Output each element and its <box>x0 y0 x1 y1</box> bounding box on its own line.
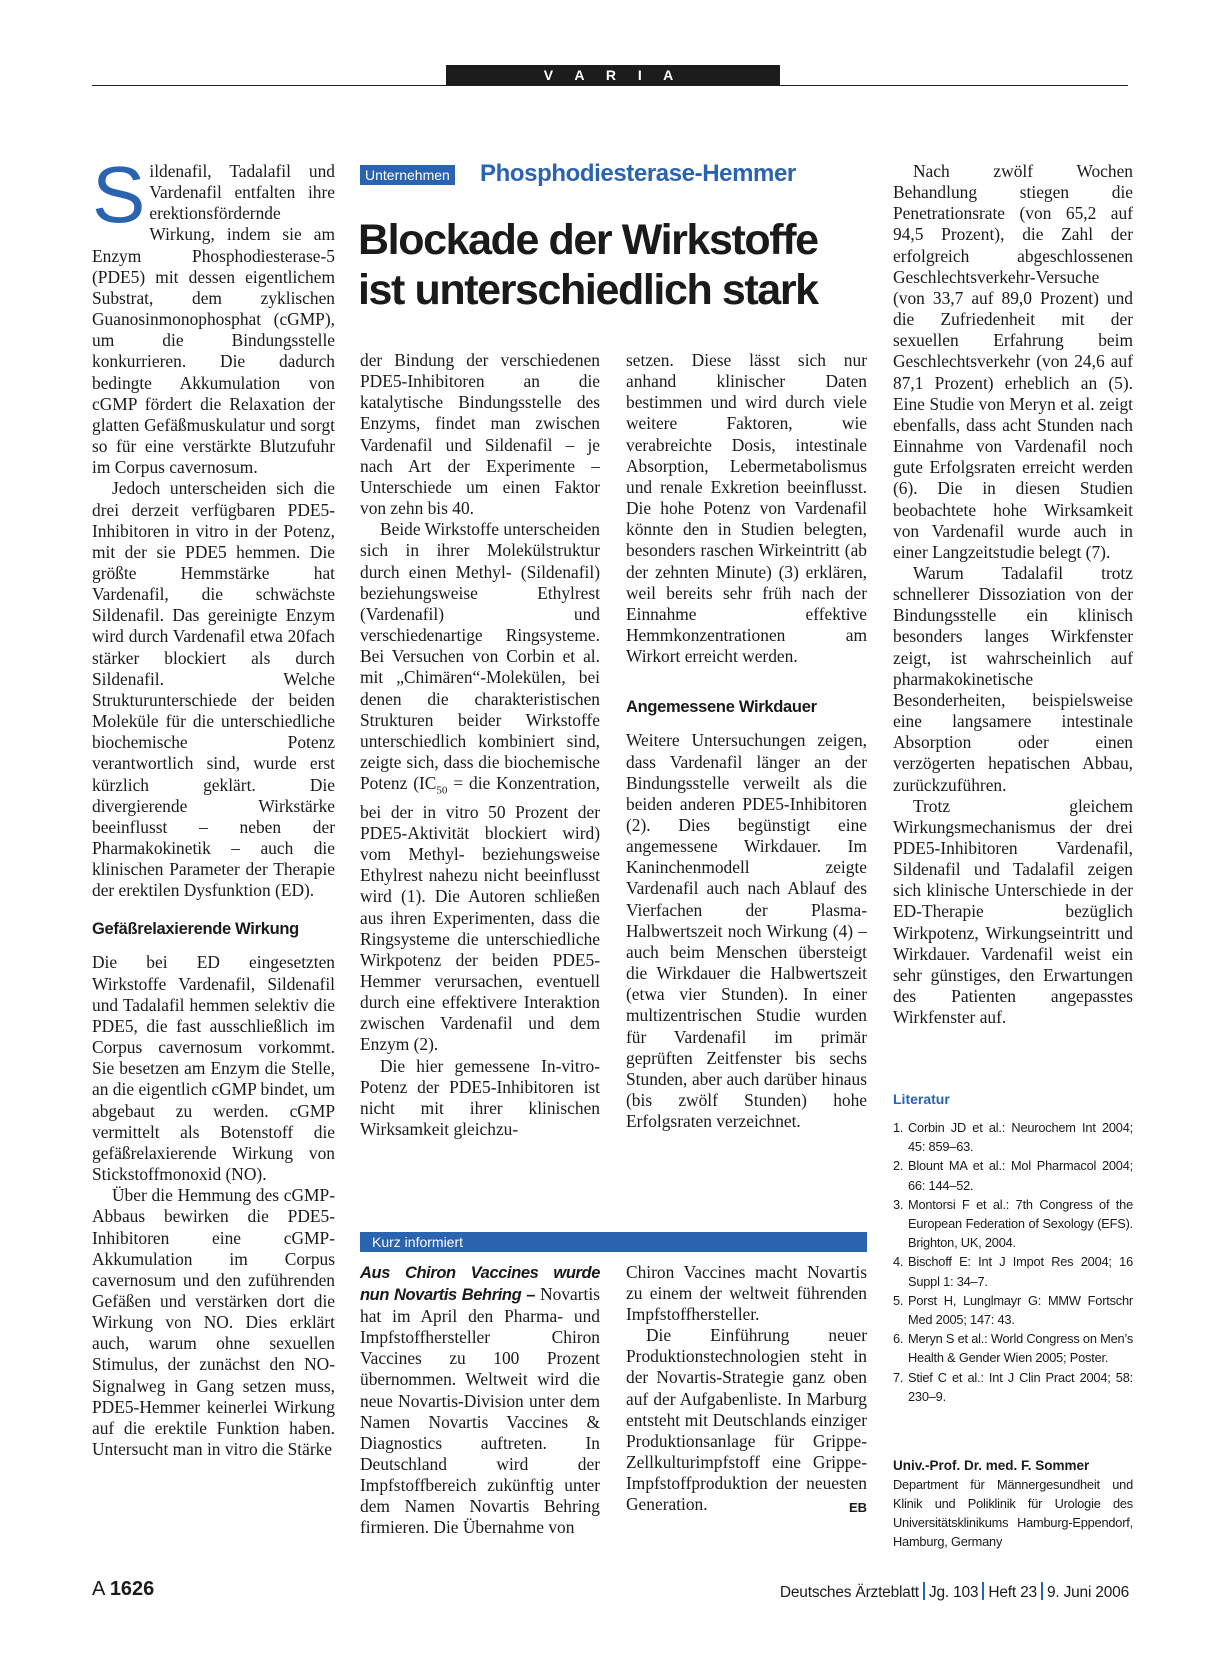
journal-name: Deutsches Ärzteblatt <box>779 1584 919 1601</box>
news-paragraph <box>360 1262 600 1538</box>
issue: Heft 23 <box>988 1584 1037 1601</box>
reference-number: 4. <box>893 1254 904 1270</box>
drop-cap: S <box>92 150 146 239</box>
reference-item <box>893 1368 1133 1406</box>
reference-text: Stief C et al.: Int J Clin Pract 2004; 58: 230–9. <box>908 1369 1133 1404</box>
reference-number: 7. <box>893 1369 904 1385</box>
author-affiliation: Department für Männergesundheit und Klinik und Poliklinik für Urologie des Universitätsklinikums Hamburg-Eppendorf, Hamburg, Germany <box>893 1477 1133 1549</box>
reference-text: Meryn S et al.: World Congress on Men’s Health & Gender Wien 2005; Poster. <box>908 1331 1134 1366</box>
literature-heading: Literatur <box>893 1091 950 1107</box>
article-column-1 <box>92 150 335 1460</box>
news-paragraph <box>626 1325 867 1515</box>
subheading-duration: Angemessene Wirkdauer <box>626 698 817 717</box>
footer-citation <box>780 1582 1129 1602</box>
reference-number: 2. <box>893 1158 904 1174</box>
subheading-vasorelaxation: Gefäßrelaxierende Wirkung <box>92 920 299 939</box>
reference-item <box>893 1118 1133 1156</box>
rubric-label: Unternehmen <box>360 165 455 185</box>
reference-text: Bischoff E: Int J Impot Res 2004; 16 Suppl 1: 34–7. <box>908 1254 1133 1289</box>
author-block <box>893 1456 1133 1551</box>
news-text: Die Einführung neuer Produktionstechnologien steht in der Novartis-Strategie ganz oben auf der Aufgabenliste. In Marburg entsteht mit Deutschlands einziger Produktionsanlage für Grippe-Zellkulturimpfstoff eine Grippe-Impfstoffproduktion der neuesten Generation. <box>626 1325 867 1515</box>
paragraph <box>360 519 600 1055</box>
reference-number: 6. <box>893 1331 904 1347</box>
article-column-3 <box>626 350 867 1132</box>
paragraph: setzen. Diese lässt sich nur anhand klinischer Daten bestimmen und wird durch viele weitere Faktoren, wie verabreichte Dosis, intestinale Absorption, Lebermetabolismus und renale Exkretion beeinflusst. Die hohe Potenz von Vardenafil könnte den in Studien belegten, besonders raschen Wirkeintritt (ab der zehnten Minute) (3) erklären, weil bereits sehr früh nach der Einnahme effektive Hemmkonzentrationen am Wirkort erreicht werden. <box>626 350 867 667</box>
text-run: Beide Wirkstoffe unterscheiden sich in ihrer Molekülstruktur durch einen Methyl- (Sildenafil) beziehungsweise Ethylrest (Vardenafil) und verschiedenartige Ringsysteme. Bei Versuchen von Corbin et al. mit „Chimären“-Molekülen, bei denen die charakteristischen Strukturen beider Wirkstoffe unterschiedlich kombiniert sind, zeigte sich, dass die biochemische Potenz (IC <box>360 519 600 794</box>
paragraph: Trotz gleichem Wirkungsmechanismus der drei PDE5-Inhibitoren Vardenafil, Sildenafil und Tadalafil zeigen sich klinische Unterschiede in der ED-Therapie bezüglich Wirkpotenz, Wirkungseintritt und Wirkdauer. Vardenafil weist ein sehr günstiges, den Erwartungen des Patienten angepasstes Wirkfenster auf. <box>893 795 1133 1028</box>
reference-item <box>893 1195 1133 1253</box>
volume: Jg. 103 <box>928 1584 979 1601</box>
headline: Blockade der Wirkstoffe ist unterschiedlich stark <box>358 216 818 314</box>
separator <box>923 1582 925 1600</box>
intro-text: ildenafil, Tadalafil und Vardenafil entfalten ihre erektionsfördernde Wirkung, indem sie am Enzym Phosphodiesterase-5 (PDE5) mit dessen eigentlichem Substrat, dem zyklischen Guanosinmonophosphat (cGMP), um die Bindungsstelle konkurrieren. Die dadurch bedingte Akkumulation von cGMP fördert die Relaxation der glatten Gefäßmuskulatur und sorgt so für eine verstärkte Blutzufuhr im Corpus cavernosum. <box>92 161 335 478</box>
separator <box>982 1582 984 1600</box>
author-initials: EB <box>848 1500 867 1516</box>
reference-text: Corbin JD et al.: Neurochem Int 2004; 45: 859–63. <box>908 1120 1133 1155</box>
page-number <box>92 1578 154 1601</box>
paragraph: Die hier gemessene In-vitro-Potenz der PDE5-Inhibitoren ist nicht mit ihrer klinischen Wirksamkeit gleichzu- <box>360 1055 600 1140</box>
paragraph: Jedoch unterscheiden sich die drei derzeit verfügbaren PDE5-Inhibitoren in vitro in der Potenz, mit der sie PDE5 hemmen. Die größte Hemmstärke hat Vardenafil, die schwächste Sildenafil. Das gereinigte Enzym wird durch Vardenafil etwa 20fach stärker blockiert als durch Sildenafil. Welche Strukturunterschiede der beiden Moleküle für die unterschiedliche biochemische Potenz verantwortlich sind, wurde erst kürzlich geklärt. Die divergierende Wirkstärke beeinflusst – neben der Pharmakokinetik – auch die klinischen Parameter der Therapie der erektilen Dysfunktion (ED). <box>92 478 335 901</box>
subscript: 50 <box>436 784 448 797</box>
paragraph: der Bindung der verschiedenen PDE5-Inhibitoren an die katalytische Bindungsstelle des Enzyms, findet man zwischen Vardenafil und Sildenafil – je nach Art der Experimente – Unterschiede um einen Faktor von zehn bis 40. <box>360 350 600 519</box>
page-num: 1626 <box>109 1578 155 1600</box>
reference-number: 3. <box>893 1196 904 1212</box>
reference-item <box>893 1329 1133 1367</box>
section-bar: V A R I A <box>446 65 780 86</box>
reference-number: 5. <box>893 1292 904 1308</box>
separator <box>1041 1582 1043 1600</box>
reference-text: Porst H, Lunglmayr G: MMW Fortschr Med 2005; 147: 43. <box>908 1292 1133 1328</box>
paragraph: Die bei ED eingesetzten Wirkstoffe Vardenafil, Sildenafil und Tadalafil hemmen selektiv die PDE5, die fast ausschließlich im Corpus cavernosum vorkommt. Sie besetzen am Enzym die Stelle, an die eigentlich cGMP bindet, um abgebaut zu werden. cGMP vermittelt als Botenstoff die gefäßrelaxierende Wirkung von Stickstoffmonoxid (NO). <box>92 952 335 1185</box>
author-name: Univ.-Prof. Dr. med. F. Sommer <box>893 1458 1090 1473</box>
news-column-2 <box>626 1262 867 1518</box>
literature-list <box>893 1118 1133 1406</box>
reference-item <box>893 1291 1133 1329</box>
reference-item <box>893 1252 1133 1290</box>
paragraph: Über die Hemmung des cGMP-Abbaus bewirken die PDE5-Inhibitoren eine cGMP-Akkumulation im Corpus cavernosum und den zuführenden Gefäßen und verstärken dort die Wirkung von NO. Dies erklärt auch, warum ohne sexuellen Stimulus, der zunächst den NO-Signalweg in Gang setzen muss, PDE5-Hemmer keinerlei Wirkung auf die erektile Funktion haben. Untersucht man in vitro die Stärke <box>92 1185 335 1460</box>
issue-date: 9. Juni 2006 <box>1046 1584 1129 1601</box>
article-column-4 <box>893 161 1133 1028</box>
paragraph: Weitere Untersuchungen zeigen, dass Vardenafil länger an der Bindungsstelle verweilt als die beiden anderen PDE5-Inhibitoren (2). Dies begünstigt eine angemessene Wirkdauer. Im Kaninchenmodell zeigte Vardenafil auch nach Ablauf des Vierfachen der Plasma-Halbwertszeit noch Wirkung (4) – auch beim Menschen übersteigt die Wirkdauer die Halbwertszeit (etwa vier Stunden). In einer multizentrischen Studie wurden für Vardenafil im primär geprüften Zeitfenster bis sechs Stunden, aber auch darüber hinaus (bis zwölf Stunden) hohe Erfolgsraten verzeichnet. <box>626 730 867 1132</box>
news-text: Novartis hat im April den Pharma- und Impfstoffhersteller Chiron Vaccines zu 100 Prozent übernommen. Weltweit wird die neue Novartis-Division unter dem Namen Novartis Vaccines & Diagnostics auftreten. In Deutschland wird der Impfstoffbereich zukünftig unter dem Namen Novartis Behring firmieren. Die Übernahme von <box>360 1284 600 1538</box>
reference-item <box>893 1156 1133 1194</box>
news-paragraph: Chiron Vaccines macht Novartis zu einem der weltweit führenden Impfstoffhersteller. <box>626 1262 867 1325</box>
intro-paragraph <box>92 150 335 478</box>
reference-text: Montorsi F et al.: 7th Congress of the European Federation of Sexology (EFS). Brighton, UK, 2004. <box>908 1196 1133 1251</box>
news-box-label: Kurz informiert <box>360 1232 867 1252</box>
edition-prefix: A <box>92 1578 105 1600</box>
text-run: = die Konzentration, bei der in vitro 50 Prozent der PDE5-Aktivität blockiert wird) vom Methyl- beziehungsweise Ethylrest nahezu nicht beeinflusst wird (1). Die Autoren schließen aus ihren Experimenten, dass die Ringsysteme die unterschiedliche Wirkpotenz der beiden PDE5-Hemmer verursachen, eventuell durch eine effektivere Interaktion zwischen Vardenafil und dem Enzym (2). <box>360 773 600 1055</box>
reference-number: 1. <box>893 1120 904 1135</box>
article-column-2 <box>360 350 600 1140</box>
paragraph: Nach zwölf Wochen Behandlung stiegen die Penetrationsrate (von 65,2 auf 94,5 Prozent), die Zahl der erfolgreich abgeschlossenen Geschlechtsverkehr-Versuche (von 33,7 auf 89,0 Prozent) und die Zufriedenheit mit der sexuellen Erfahrung beim Geschlechtsverkehr (von 24,6 auf 87,1 Prozent) erheblich an (5). Eine Studie von Meryn et al. zeigt ebenfalls, dass acht Stunden nach Einnahme von Vardenafil noch gute Erfolgsraten erreicht werden (6). Die in diesen Studien beobachtete hohe Wirksamkeit von Vardenafil wurde auch in einer Langzeitstudie belegt (7). <box>893 161 1133 562</box>
news-lead: Aus Chiron Vaccines wurde nun Novartis Behring – <box>360 1264 600 1305</box>
reference-text: Blount MA et al.: Mol Pharmacol 2004; 66: 144–52. <box>908 1158 1133 1193</box>
news-column-1 <box>360 1262 600 1538</box>
kicker: Phosphodiesterase-Hemmer <box>480 160 796 187</box>
paragraph: Warum Tadalafil trotz schnellerer Dissoziation von der Bindungsstelle ein klinisch besonders langes Wirkfenster zeigt, ist wahrscheinlich auf pharmakokinetische Besonderheiten, beispielsweise eine langsamere intestinale Absorption oder einen verzögerten hepatischen Abbau, zurückzuführen. <box>893 562 1133 795</box>
